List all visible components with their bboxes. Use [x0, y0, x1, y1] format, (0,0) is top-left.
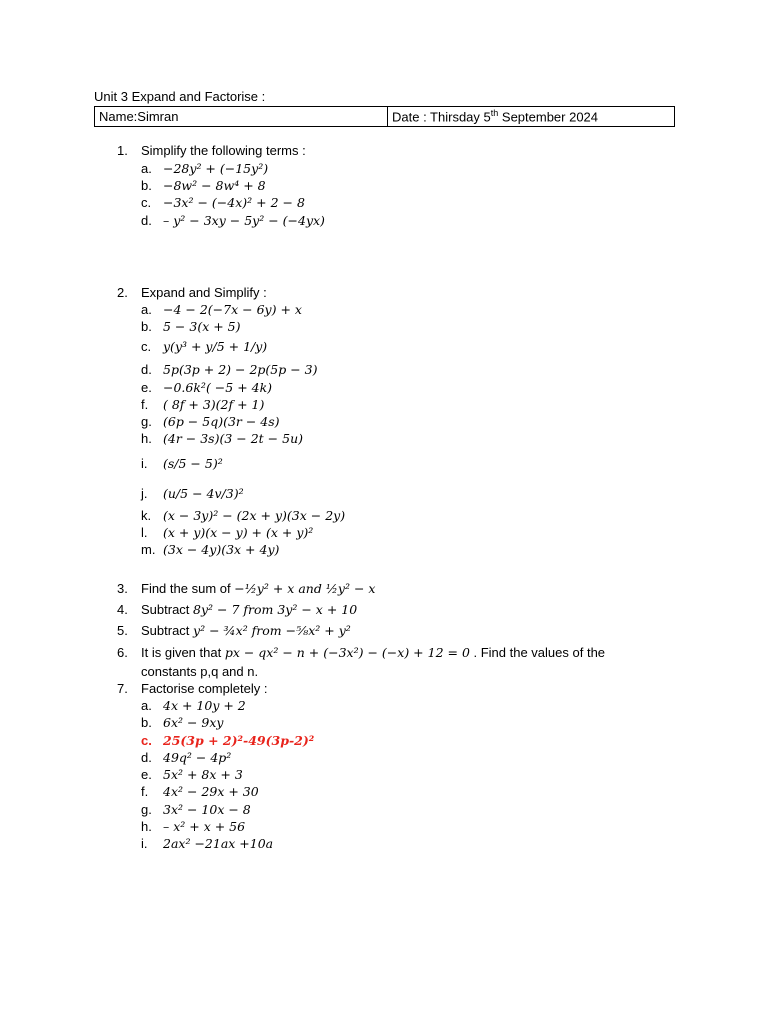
math-expression: – x² + x + 56 [163, 819, 246, 834]
math-expression: 2ax² −21ax +10a [163, 836, 274, 851]
name-cell: Name:Simran [95, 107, 388, 127]
math-expression: (s/5 − 5)² [163, 456, 223, 471]
question-number: 7. [117, 681, 128, 696]
math-expression: (u/5 − 4v/3)² [163, 486, 244, 501]
question-text: Expand and Simplify : [141, 285, 267, 300]
header-table [94, 106, 675, 127]
math-expression: y(y³ + y/5 + 1/y) [163, 339, 268, 354]
math-expression: 6x² − 9xy [163, 715, 224, 730]
math-expression: 4x² − 29x + 30 [163, 784, 259, 799]
math-expression: 8y² − 7 from 3y² − x + 10 [193, 602, 358, 617]
math-expression: ( 8f + 3)(2f + 1) [163, 397, 265, 412]
math-expression: (6p − 5q)(3r − 4s) [163, 414, 280, 429]
math-expression: (x + y)(x − y) + (x + y)² [163, 525, 314, 540]
math-expression: 5p(3p + 2) − 2p(5p − 3) [163, 362, 318, 377]
math-expression: 3x² − 10x − 8 [163, 802, 251, 817]
question-text: Factorise completely : [141, 681, 268, 696]
math-expression: 4x + 10y + 2 [163, 698, 246, 713]
worksheet-title: Unit 3 Expand and Factorise : [94, 89, 266, 104]
question-number: 1. [117, 143, 128, 158]
math-expression: y² − ¾x² from −⅝x² + y² [193, 623, 351, 638]
math-expression: −8w² − 8w⁴ + 8 [163, 178, 266, 193]
math-expression: −3x² − (−4x)² + 2 − 8 [163, 195, 305, 210]
math-expression: 25(3p + 2)²-49(3p-2)² [163, 733, 315, 748]
math-expression: (x − 3y)² − (2x + y)(3x − 2y) [163, 508, 346, 523]
date-cell: Date : Thirsday 5th September 2024 [388, 107, 675, 127]
math-expression: 49q² − 4p² [163, 750, 232, 765]
math-expression: −28y² + (−15y²) [163, 161, 269, 176]
question-text: Simplify the following terms : [141, 143, 306, 158]
math-expression: −½y² + x and ½y² − x [234, 581, 376, 596]
math-expression: −4 − 2(−7x − 6y) + x [163, 302, 302, 317]
math-expression: px − qx² − n + (−3x²) − (−x) + 12 = 0 [224, 645, 470, 660]
math-expression: 5 − 3(x + 5) [163, 319, 241, 334]
math-expression: – y² − 3xy − 5y² − (−4yx) [163, 213, 325, 228]
math-expression: (4r − 3s)(3 − 2t − 5u) [163, 431, 303, 446]
math-expression: 5x² + 8x + 3 [163, 767, 243, 782]
math-expression: (3x − 4y)(3x + 4y) [163, 542, 280, 557]
math-expression: −0.6k²( −5 + 4k) [163, 380, 273, 395]
question-number: 2. [117, 285, 128, 300]
